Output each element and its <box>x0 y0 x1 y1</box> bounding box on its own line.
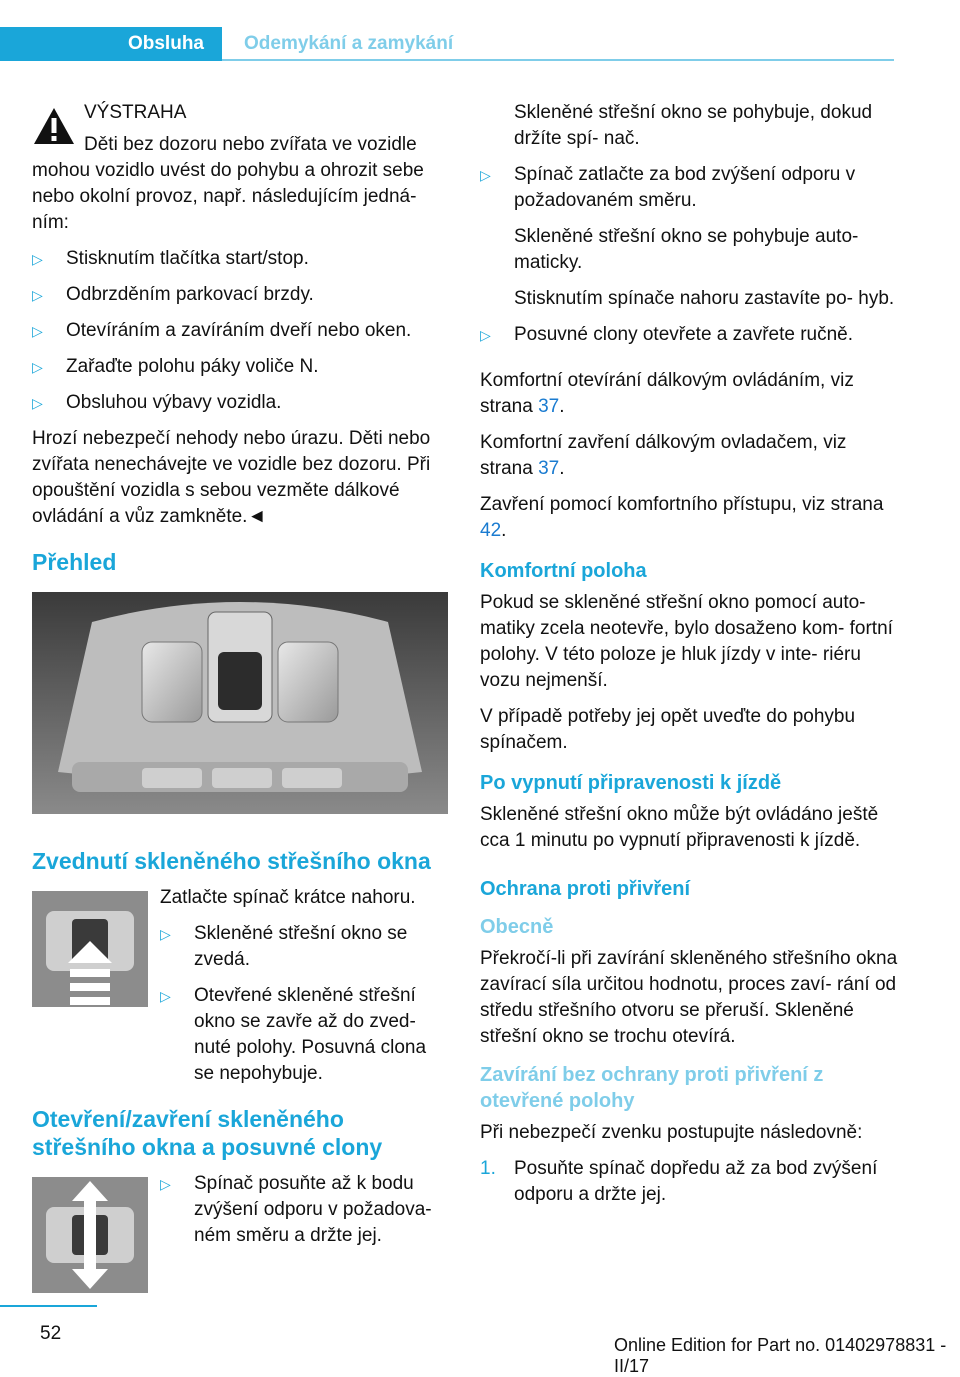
section-tab: Obsluha <box>0 27 222 61</box>
raise-section <box>32 885 450 1087</box>
sub-text: Skleněné střešní okno se pohybuje auto- maticky. <box>514 226 859 273</box>
bullet-triangle-icon: ▷ <box>32 359 43 375</box>
after-shutdown-text: Skleněné střešní okno může být ovládáno ještě cca 1 minutu po vypnutí připravenosti k jízdě. <box>480 804 879 851</box>
comfort-heading: Komfortní poloha <box>480 560 647 582</box>
page-link[interactable]: 42 <box>480 520 502 541</box>
bullet-triangle-icon: ▷ <box>32 287 43 303</box>
bullet-triangle-icon: ▷ <box>32 251 43 267</box>
header-rule <box>222 59 894 61</box>
general-heading: Obecně <box>480 916 554 938</box>
list-item: ▷ Spínač posuňte až k bodu zvýšení odporu v požadova- ném směru a držte jej. <box>160 1173 432 1246</box>
reference-text: Komfortní otevírání dálkovým ovládáním, viz strana 37. <box>480 370 854 417</box>
bullet-triangle-icon: ▷ <box>160 1176 171 1192</box>
raise-intro: Zatlačte spínač krátce nahoru. <box>160 887 416 908</box>
no-pinch-heading: Zavírání bez ochrany proti přivření z otevřené polohy <box>480 1064 824 1112</box>
list-item: ▷ Otevíráním a zavíráním dveří nebo oken. <box>32 318 450 344</box>
list-item: 1. Posuňte spínač dopředu až za bod zvýšení odporu a držte jej. <box>480 1158 878 1205</box>
warning-box <box>32 100 450 530</box>
list-item: ▷ Odbrzděním parkovací brzdy. <box>32 282 450 308</box>
bullet-triangle-icon: ▷ <box>480 327 491 343</box>
list-item: ▷ Skleněné střešní okno se zvedá. <box>160 923 408 970</box>
roof-console-photo <box>32 592 448 814</box>
comfort-text: Pokud se skleněné střešní okno pomocí auto- matiky zcela neotevře, bylo dosaženo kom- fortní polohy. V této poloze je hluk jízdy v inte- riéru vozu nejmenší. <box>480 592 893 691</box>
bullet-triangle-icon: ▷ <box>32 395 43 411</box>
raise-heading: Zvednutí skleněného střešního okna <box>32 848 431 874</box>
list-item: ▷ Spínač zatlačte za bod zvýšení odporu v požadovaném směru. <box>480 164 856 211</box>
bullet-triangle-icon: ▷ <box>160 988 171 1004</box>
page-footer <box>0 1305 960 1376</box>
warning-outro: Hrozí nebezpečí nehody nebo úrazu. Děti nebo zvířata nenechávejte ve vozidle bez dozoru. Při opouštění vozidla s sebou vezměte dálkové ovládání a vůz zamkněte.◄ <box>32 428 431 527</box>
list-item: ▷ Zařaďte polohu páky voliče N. <box>32 354 450 380</box>
reference-text: Komfortní zavření dálkovým ovladačem, viz strana 37. <box>480 432 847 479</box>
no-pinch-text: Při nebezpečí zvenku postupujte následovně: <box>480 1122 863 1143</box>
edition-label: Online Edition for Part no. 01402978831 - II/17 <box>614 1335 947 1376</box>
after-shutdown-heading: Po vypnutí připravenosti k jízdě <box>480 772 782 794</box>
page-header <box>0 27 894 61</box>
reference-text: Zavření pomocí komfortního přístupu, viz strana 42. <box>480 494 884 541</box>
bullet-triangle-icon: ▷ <box>480 167 491 183</box>
comfort-text-2: V případě potřeby jej opět uveďte do pohybu spínačem. <box>480 706 856 753</box>
list-item: ▷ Stisknutím tlačítka start/stop. <box>32 246 450 272</box>
overview-heading: Přehled <box>32 549 117 575</box>
list-item: ▷ Posuvné clony otevřete a zavřete ručně. <box>480 322 898 348</box>
bullet-triangle-icon: ▷ <box>32 323 43 339</box>
page-link[interactable]: 37 <box>538 458 560 479</box>
switch-push-up-figure <box>32 891 148 1007</box>
list-item: ▷ Otevřené skleněné střešní okno se zavře až do zved- nuté polohy. Posuvná clona se nepohybuje. <box>160 985 427 1084</box>
list-item: ▷ Obsluhou výbavy vozidla. <box>32 390 450 416</box>
openclose-section <box>32 1171 450 1291</box>
footer-rule <box>0 1305 97 1307</box>
warning-intro: Děti bez dozoru nebo zvířata ve vozidle mohou vozidlo uvést do pohybu a ohrozit sebe nebo okolní provoz, např. následujícím jedná- ním: <box>32 134 424 233</box>
general-text: Překročí-li při zavírání skleněného střešního okna zavírací síla určitou hodnotu, proces zaví- rání od středu střešního otvoru se přeruší. Skleněné střešní okno se trochu otevírá. <box>480 948 898 1047</box>
switch-slide-figure <box>32 1177 148 1293</box>
sub-text: Stisknutím spínače nahoru zastavíte po- hyb. <box>514 288 895 309</box>
step-number: 1. <box>480 1158 496 1179</box>
warning-icon <box>32 106 76 146</box>
bullet-triangle-icon: ▷ <box>160 926 171 942</box>
page-number: 52 <box>40 1323 62 1344</box>
page-link[interactable]: 37 <box>538 396 560 417</box>
continued-text: Skleněné střešní okno se pohybuje, dokud držíte spí- nač. <box>514 102 873 149</box>
subsection-title: Odemykání a zamykání <box>244 33 454 54</box>
warning-title: VÝSTRAHA <box>84 102 187 123</box>
left-column <box>32 100 450 1291</box>
openclose-heading: Otevření/zavření skleněného střešního okna a posuvné clony <box>32 1106 383 1160</box>
right-column <box>480 100 898 1218</box>
pinch-heading: Ochrana proti přivření <box>480 878 691 900</box>
